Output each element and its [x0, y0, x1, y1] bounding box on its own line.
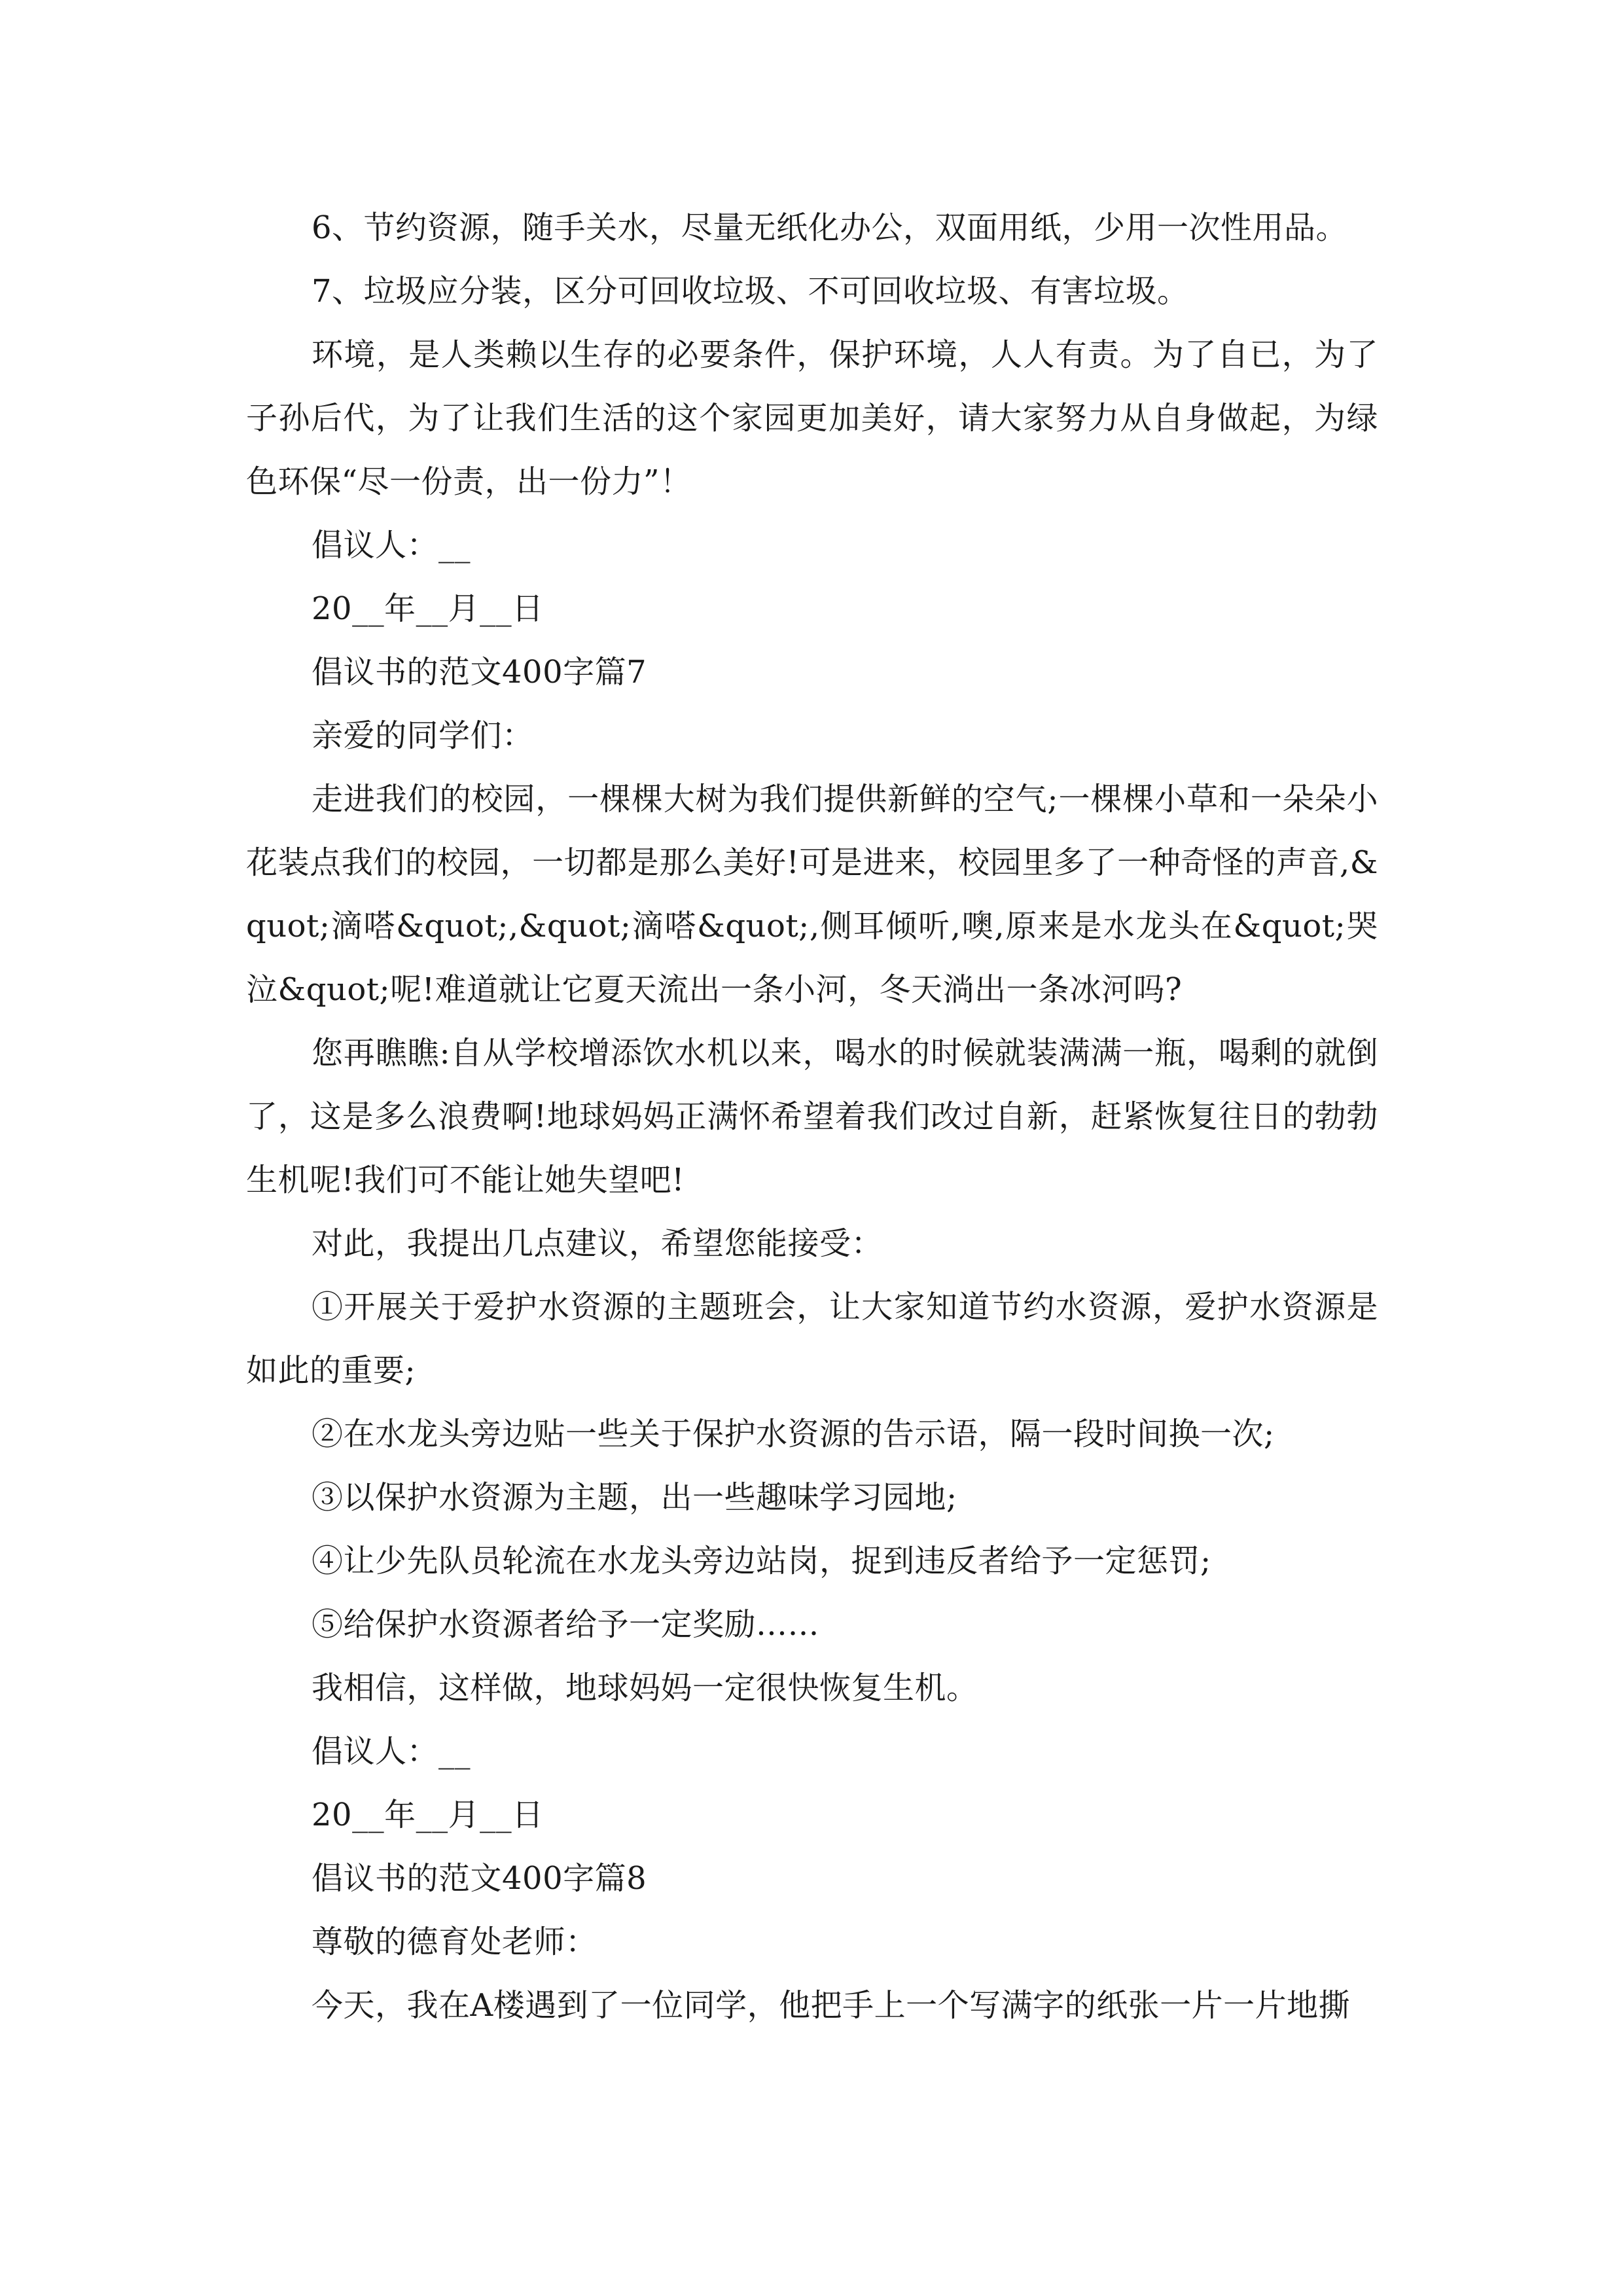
paragraph-tip-6: 6、节约资源，随手关水，尽量无纸化办公，双面用纸，少用一次性用品。 [312, 209, 1348, 246]
salutation-teacher: 尊敬的德育处老师： [312, 1924, 597, 1960]
proposer-line: 倡议人：__ [312, 527, 471, 564]
document-body [246, 196, 1378, 2037]
date-line: 20__年__月__日 [312, 1797, 544, 1833]
salutation-students: 亲爱的同学们： [312, 717, 534, 754]
paragraph-suggestions-intro: 对此，我提出几点建议，希望您能接受： [312, 1225, 883, 1262]
paragraph-water-waste: 您再瞧瞧:自从学校增添饮水机以来，喝水的时候就装满满一瓶，喝剩的就倒了，这是多么浪费啊!地球妈妈正满怀希望着我们改过自新，赶紧恢复往日的勃勃生机呢!我们可不能让她失望吧! [246, 1035, 1378, 1198]
paragraph-tip-7: 7、垃圾应分装，区分可回收垃圾、不可回收垃圾、有害垃圾。 [312, 273, 1189, 310]
date-line: 20__年__月__日 [312, 590, 544, 627]
paragraph-campus: 走进我们的校园，一棵棵大树为我们提供新鲜的空气;一棵棵小草和一朵朵小花装点我们的校园，一切都是那么美好!可是进来，校园里多了一种奇怪的声音,&quot;滴嗒&quot;,&quot;滴嗒&quot;,侧耳倾听,噢,原来是水龙头在&quot;哭泣&quot;呢!难道就让它夏天流出一条小河，冬天淌出一条冰河吗? [246, 781, 1378, 1008]
section-title-8: 倡议书的范文400字篇8 [312, 1860, 647, 1897]
suggestion-5: ⑤给保护水资源者给予一定奖励…… [312, 1606, 820, 1643]
paragraph-closing-appeal: 环境，是人类赖以生存的必要条件，保护环境，人人有责。为了自已，为了子孙后代，为了让我们生活的这个家园更加美好，请大家努力从自身做起，为绿色环保“尽一份责，出一份力”！ [246, 336, 1378, 500]
section-title-7: 倡议书的范文400字篇7 [312, 654, 647, 691]
suggestion-1: ①开展关于爱护水资源的主题班会，让大家知道节约水资源，爱护水资源是如此的重要; [246, 1289, 1378, 1389]
suggestion-2: ②在水龙头旁边贴一些关于保护水资源的告示语，隔一段时间换一次; [312, 1416, 1275, 1452]
suggestion-4: ④让少先队员轮流在水龙头旁边站岗，捉到违反者给予一定惩罚; [312, 1543, 1211, 1579]
proposer-line: 倡议人：__ [312, 1733, 471, 1770]
suggestion-3: ③以保护水资源为主题，出一些趣味学习园地; [312, 1479, 957, 1516]
paragraph-incident: 今天，我在A楼遇到了一位同学，他把手上一个写满字的纸张一片一片地撕 [312, 1987, 1351, 2024]
paragraph-belief: 我相信，这样做，地球妈妈一定很快恢复生机。 [312, 1670, 978, 1706]
